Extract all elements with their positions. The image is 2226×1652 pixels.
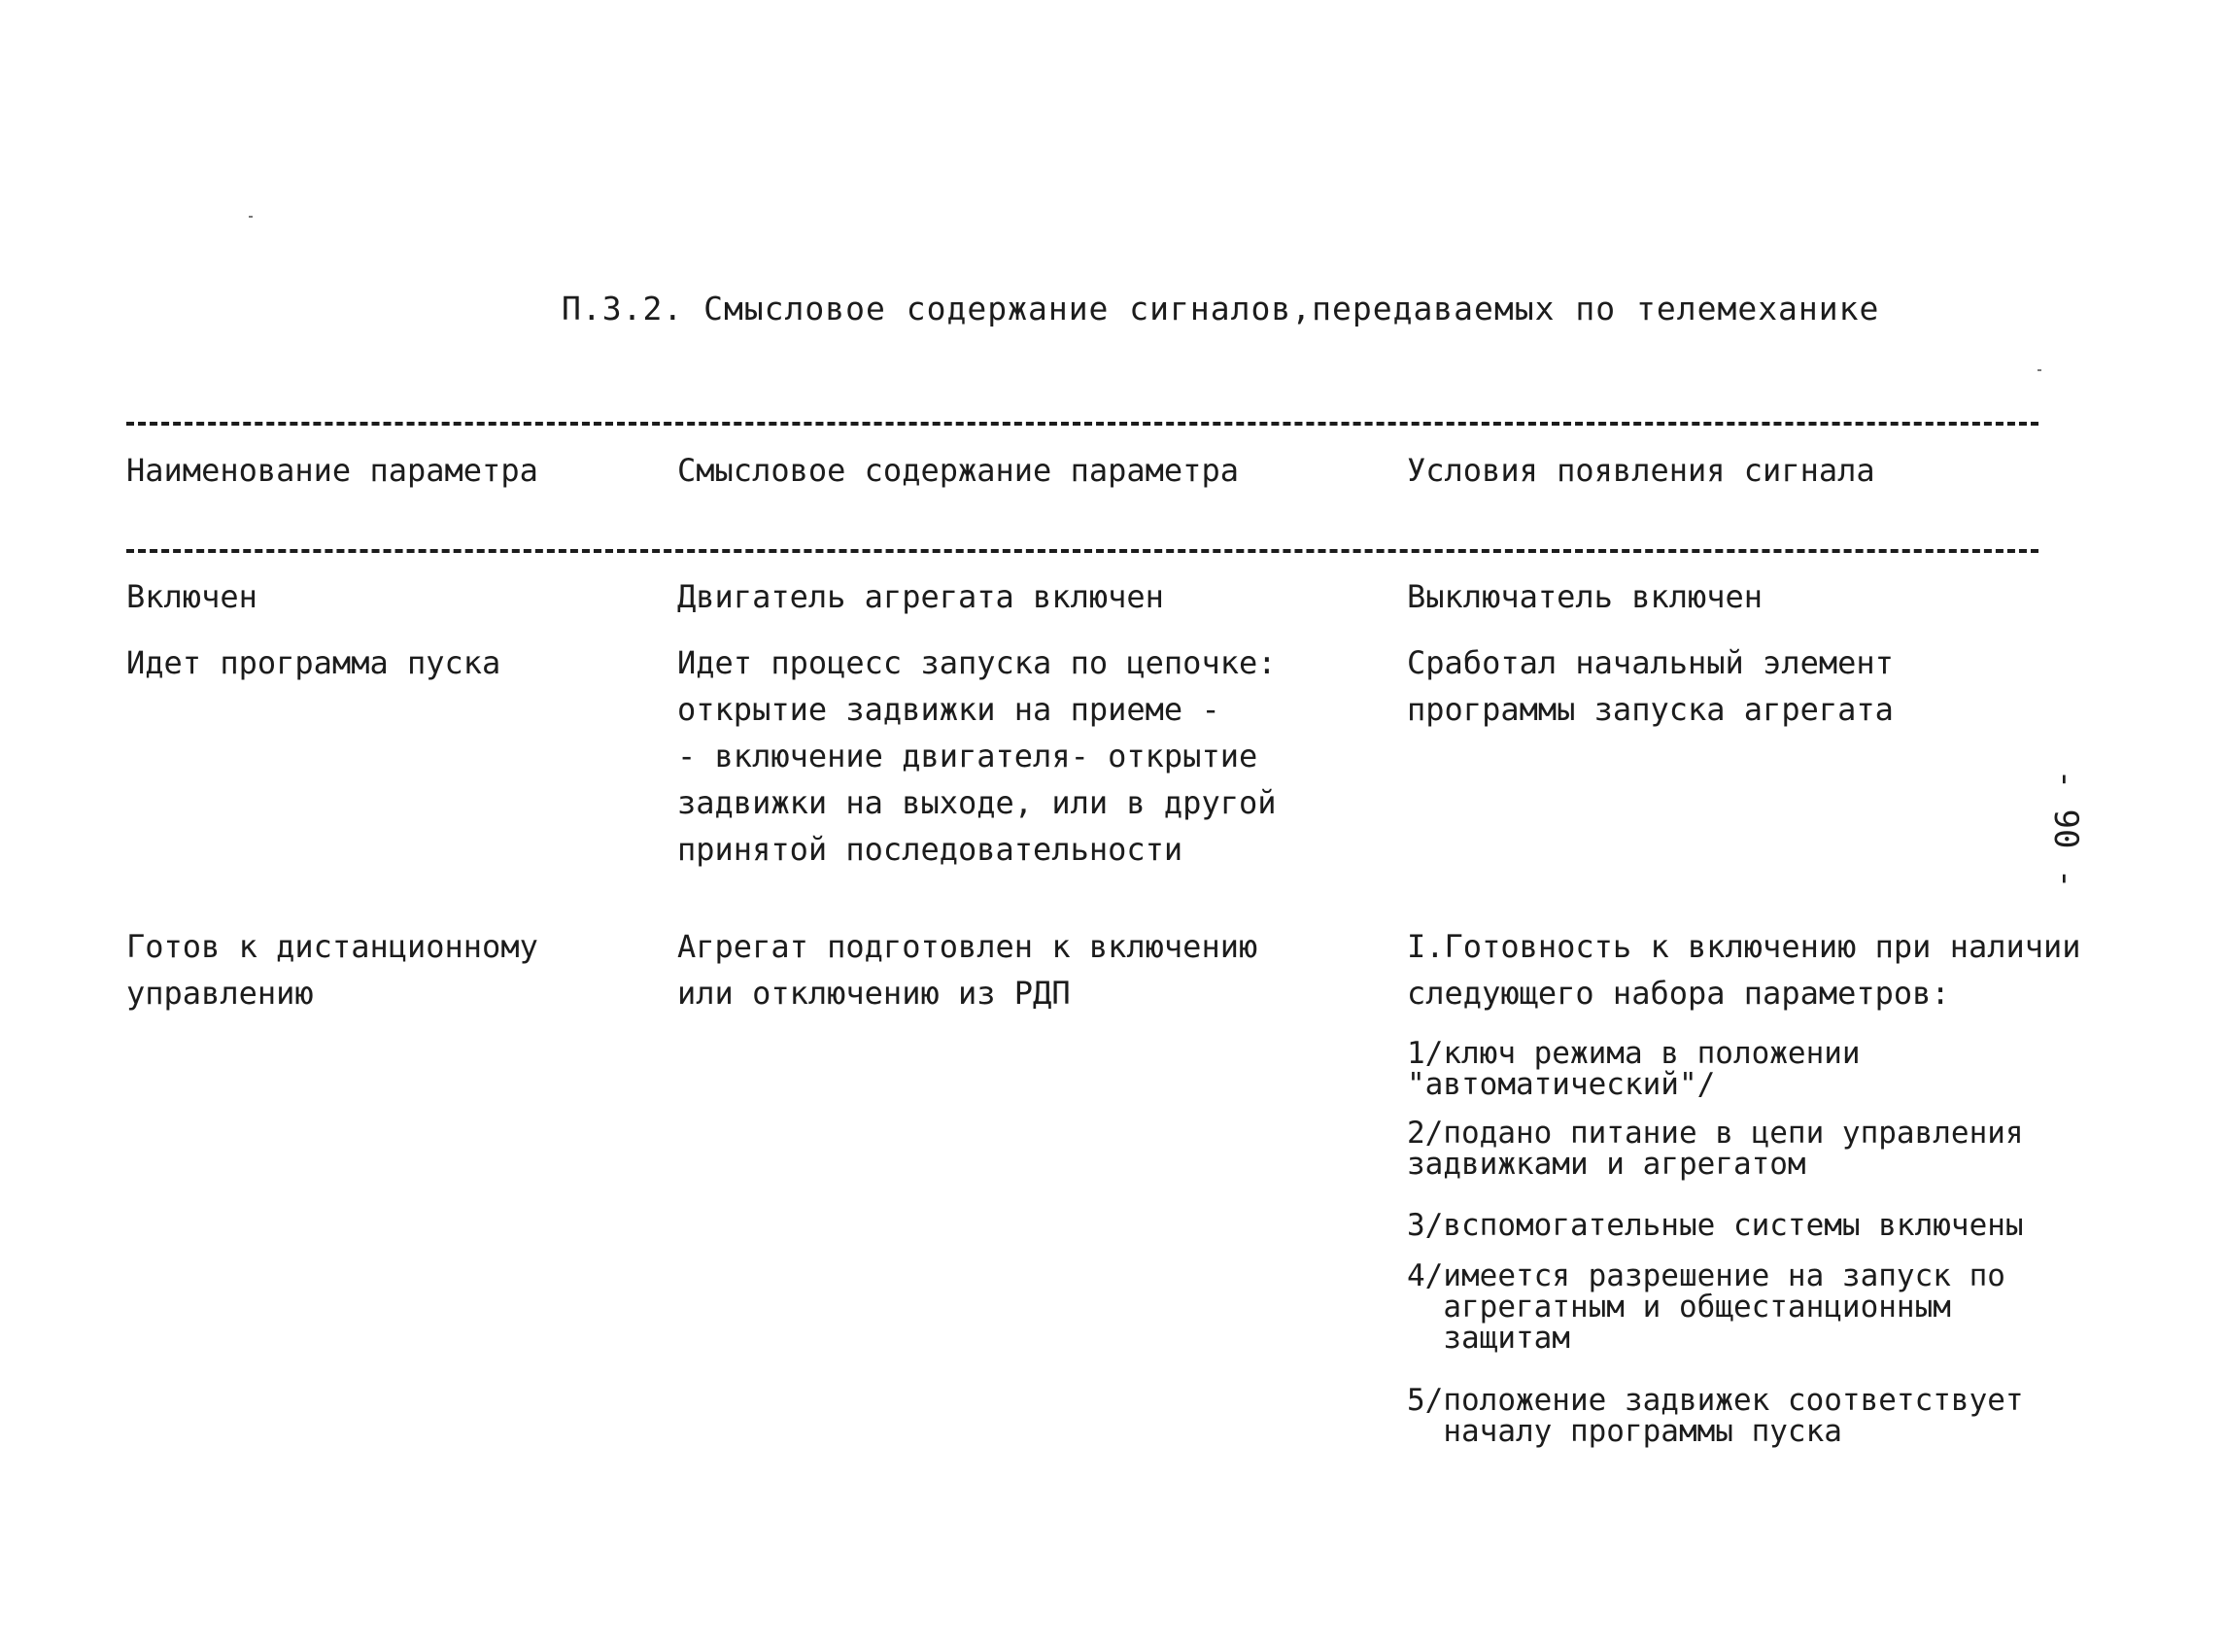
scan-speck — [249, 216, 253, 218]
page-number-text: - 90 - — [2046, 769, 2085, 889]
row-2-name: Идет программа пуска — [126, 644, 501, 681]
scan-speck — [2038, 369, 2041, 371]
document-title: П.3.2. Смысловое содержание сигналов,передаваемых по телемеханике — [562, 290, 1880, 327]
row-3-condition: I.Готовность к включению при наличии следующего набора параметров: — [1407, 928, 2081, 1012]
table-header-rule — [126, 549, 2038, 553]
condition-item-2: 2/подано питание в цепи управления задвижками и агрегатом — [1407, 1116, 2024, 1182]
row-2-condition: Сработал начальный элемент программы запуска агрегата — [1407, 644, 1894, 728]
condition-item-3: 3/вспомогательные системы включены — [1407, 1208, 2024, 1243]
row-3-name: Готов к дистанционному управлению — [126, 928, 538, 1012]
row-3-meaning: Агрегат подготовлен к включению или отключению из РДП — [677, 928, 1258, 1012]
column-header-parameter-name: Наименование параметра — [126, 452, 538, 489]
condition-item-5: 5/положение задвижек соответствует началу программы пуска — [1407, 1383, 2024, 1449]
row-2-meaning: Идет процесс запуска по цепочке: открытие задвижки на приеме - - включение двигателя- открытие задвижки на выходе, или в другой принятой последовательности — [677, 644, 1277, 868]
page-number — [2046, 769, 2085, 889]
row-1-condition: Выключатель включен — [1407, 578, 1764, 615]
row-1-name: Включен — [126, 578, 257, 615]
column-header-parameter-meaning: Смысловое содержание параметра — [677, 452, 1239, 489]
column-header-signal-conditions: Условия появления сигнала — [1407, 452, 1875, 489]
condition-item-4: 4/имеется разрешение на запуск по агрегатным и общестанционным защитам — [1407, 1258, 2005, 1356]
row-1-meaning: Двигатель агрегата включен — [677, 578, 1164, 615]
table-top-rule — [126, 422, 2038, 426]
condition-item-1: 1/ключ режима в положении "автоматический"/ — [1407, 1036, 1861, 1102]
